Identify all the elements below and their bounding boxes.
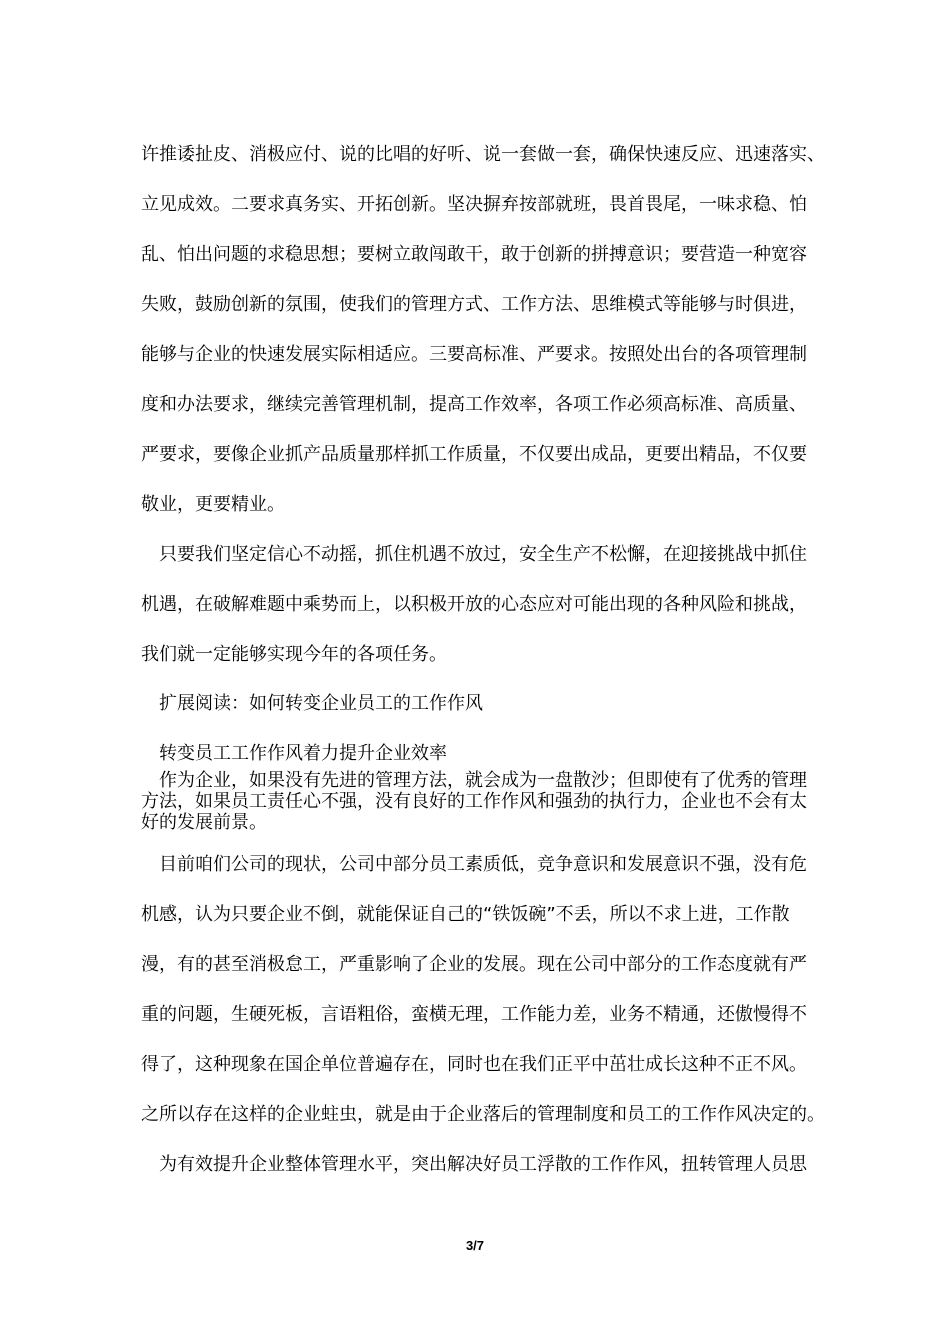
text-line-7: 严要求，要像企业抓产品质量那样抓工作质量，不仅要出成品，更要出精品，不仅要 (141, 444, 807, 465)
extended-reading-heading: 扩展阅读：如何转变企业员工的工作作风 (141, 693, 483, 714)
text-line-5: 能够与企业的快速发展实际相适应。三要高标准、严要求。按照处出台的各项管理制 (141, 344, 807, 365)
text-line-6: 度和办法要求，继续完善管理机制，提高工作效率，各项工作必须高标准、高质量、 (141, 394, 807, 415)
text-line-20: 重的问题，生硬死板，言语粗俗，蛮横无理，工作能力差，业务不精通，还傲慢得不 (141, 1004, 807, 1025)
text-line-4: 失败，鼓励创新的氛围，使我们的管理方式、工作方法、思维模式等能够与时俱进， (141, 294, 807, 315)
page-number: 3/7 (465, 1238, 485, 1253)
text-line-9: 只要我们坚定信心不动摇，抓住机遇不放过，安全生产不松懈，在迎接挑战中抓住 (141, 544, 807, 565)
text-line-19: 漫，有的甚至消极怠工，严重影响了企业的发展。现在公司中部分的工作态度就有严 (141, 954, 807, 975)
text-line-17: 目前咱们公司的现状，公司中部分员工素质低，竞争意识和发展意识不强，没有危 (141, 854, 807, 875)
text-line-3: 乱、怕出问题的求稳思想；要树立敢闯敢干，敢于创新的拼搏意识；要营造一种宽容 (141, 244, 807, 265)
text-line-15: 方法，如果员工责任心不强，没有良好的工作作风和强劲的执行力，企业也不会有太 (141, 791, 807, 812)
text-line-8: 敬业，更要精业。 (141, 494, 285, 515)
text-line-11: 我们就一定能够实现今年的各项任务。 (141, 644, 447, 665)
text-line-10: 机遇，在破解难题中乘势而上，以积极开放的心态应对可能出现的各种风险和挑战， (141, 594, 807, 615)
text-line-16: 好的发展前景。 (141, 812, 267, 833)
text-line-21: 得了，这种现象在国企单位普遍存在，同时也在我们正平中茁壮成长这种不正不风。 (141, 1054, 807, 1075)
text-line-14: 作为企业，如果没有先进的管理方法，就会成为一盘散沙；但即使有了优秀的管理 (141, 770, 807, 791)
text-line-23: 为有效提升企业整体管理水平，突出解决好员工浮散的工作作风，扭转管理人员思 (141, 1154, 807, 1175)
article-title: 转变员工工作作风着力提升企业效率 (141, 743, 447, 764)
text-line-1: 许推诿扯皮、消极应付、说的比唱的好听、说一套做一套，确保快速反应、迅速落实、 (141, 144, 825, 165)
text-line-22: 之所以存在这样的企业蛀虫，就是由于企业落后的管理制度和员工的工作作风决定的。 (141, 1104, 825, 1125)
text-line-18: 机感，认为只要企业不倒，就能保证自己的“铁饭碗”不丢，所以不求上进，工作散 (141, 904, 790, 925)
text-line-2: 立见成效。二要求真务实、开拓创新。坚决摒弃按部就班，畏首畏尾，一味求稳、怕 (141, 194, 807, 215)
